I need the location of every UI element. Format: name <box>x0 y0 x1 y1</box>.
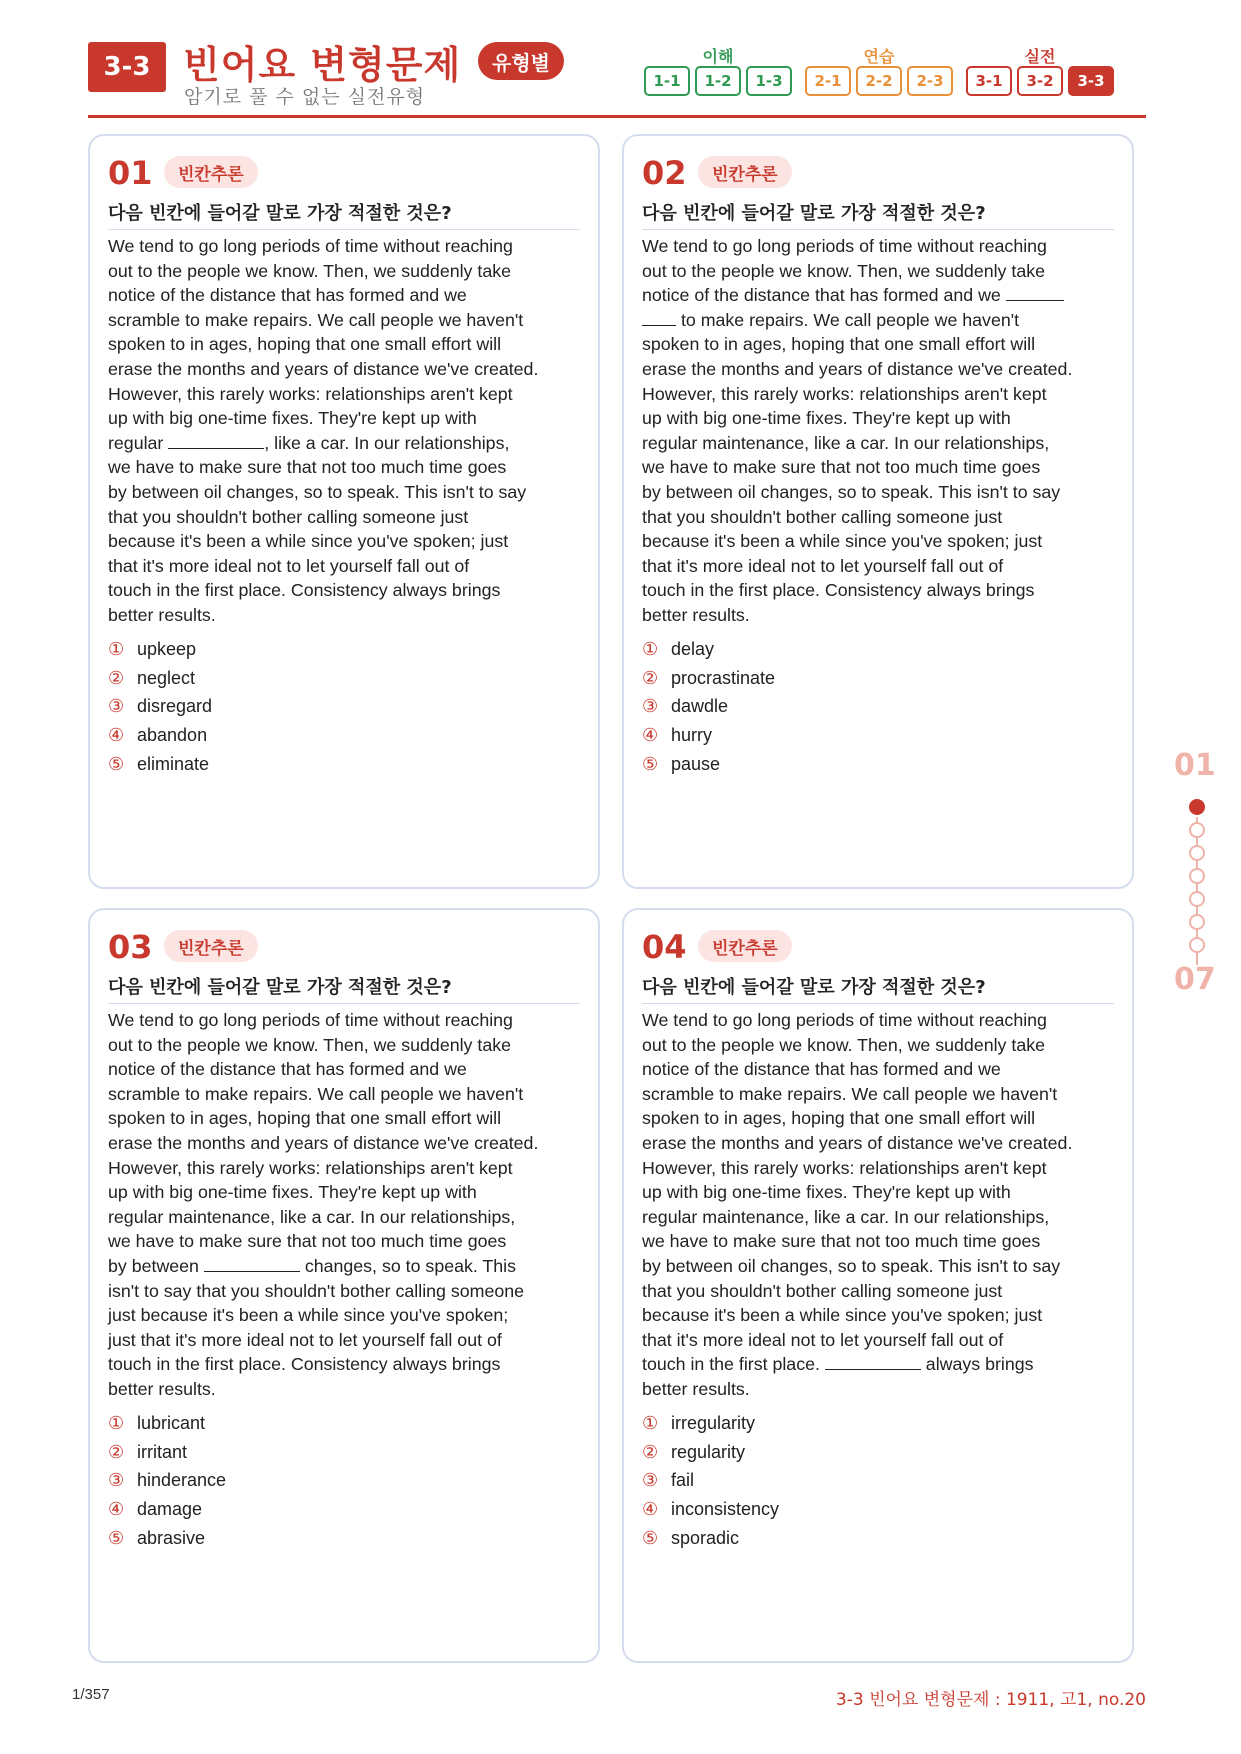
passage-line <box>642 1303 1122 1328</box>
passage-text: because it's been a while since you've spoken; just <box>642 1305 1043 1326</box>
question-stem: 다음 빈칸에 들어갈 말로 가장 적절한 것은? <box>108 203 452 224</box>
answer-option[interactable] <box>642 750 775 779</box>
option-number: ④ <box>108 725 125 747</box>
passage-line <box>108 382 588 407</box>
passage-line <box>642 480 1122 505</box>
stem-divider <box>642 1003 1114 1004</box>
passage-text: to make repairs. We call people we haven't <box>676 309 1020 330</box>
option-number: ③ <box>642 1470 659 1492</box>
passage-text: notice of the distance that has formed and we <box>108 1059 467 1080</box>
stem-divider <box>642 229 1114 230</box>
passage-text: changes, so to speak. This <box>299 1255 517 1276</box>
passage-text: scramble to make repairs. We call people we haven't <box>108 309 524 330</box>
passage-text: that you shouldn't bother calling someone just <box>642 1280 1003 1301</box>
passage-text: regular maintenance, like a car. In our relationships, <box>108 1206 516 1227</box>
passage-text: regular maintenance, like a car. In our relationships, <box>642 1206 1050 1227</box>
stage-group <box>644 44 792 96</box>
passage-line <box>108 455 588 480</box>
option-text: pause <box>671 754 721 775</box>
question-card-02 <box>622 134 1134 889</box>
page-subtitle: 암기로 풀 수 없는 실전유형 <box>184 86 426 108</box>
option-number: ⑤ <box>108 1528 125 1550</box>
passage-line <box>108 357 588 382</box>
passage-text: by between oil changes, so to speak. This isn't to say <box>642 1255 1061 1276</box>
stem-divider <box>108 229 580 230</box>
answer-blank <box>642 308 676 326</box>
question-number: 02 <box>642 154 687 192</box>
answer-option[interactable] <box>108 1495 226 1524</box>
option-text: neglect <box>137 667 196 688</box>
passage-line <box>642 1279 1122 1304</box>
option-text: damage <box>137 1499 203 1520</box>
passage-text: because it's been a while since you've spoken; just <box>108 531 509 552</box>
passage-text: However, this rarely works: relationships aren't kept <box>642 383 1047 404</box>
passage-text: erase the months and years of distance we've created. <box>108 1132 539 1153</box>
passage-line <box>642 505 1122 530</box>
passage-text: We tend to go long periods of time without reaching <box>642 236 1047 256</box>
passage-line <box>108 332 588 357</box>
question-type-tag: 빈칸추론 <box>164 930 258 962</box>
option-text: hurry <box>671 725 713 746</box>
option-number: ① <box>108 1412 125 1434</box>
passage-text: , like a car. In our relationships, <box>264 432 510 453</box>
question-stem: 다음 빈칸에 들어갈 말로 가장 적절한 것은? <box>642 977 986 998</box>
passage-text: out to the people we know. Then, we suddenly take <box>108 260 511 281</box>
passage-line <box>642 1180 1122 1205</box>
answer-option[interactable] <box>642 1438 779 1467</box>
option-text: eliminate <box>137 754 210 775</box>
answer-option[interactable] <box>642 635 775 664</box>
page-number: 1/357 <box>72 1686 110 1703</box>
passage-text: isn't to say that you shouldn't bother calling someone <box>108 1280 525 1301</box>
passage-text: notice of the distance that has formed and we <box>642 285 1006 306</box>
answer-option[interactable] <box>108 693 212 722</box>
passage-line <box>642 1156 1122 1181</box>
answer-options <box>108 1409 226 1553</box>
passage-line <box>642 234 1122 259</box>
passage-text: notice of the distance that has formed and we <box>108 285 467 306</box>
stage-button-1-1[interactable]: 1-1 <box>644 66 690 96</box>
stage-label: 이해 <box>702 47 734 66</box>
question-card-04 <box>622 908 1134 1663</box>
passage-line <box>108 1303 588 1328</box>
answer-blank <box>825 1352 921 1370</box>
option-number: ② <box>108 1441 125 1463</box>
stage-buttons <box>644 66 792 96</box>
passage-line <box>108 554 588 579</box>
answer-option[interactable] <box>108 664 212 693</box>
passage-text: because it's been a while since you've spoken; just <box>642 531 1043 552</box>
answer-option[interactable] <box>642 664 775 693</box>
passage-text: spoken to in ages, hoping that one small effort will <box>108 1108 502 1129</box>
passage-text: However, this rarely works: relationships aren't kept <box>108 383 513 404</box>
stem-divider <box>108 1003 580 1004</box>
passage-text: spoken to in ages, hoping that one small effort will <box>108 334 502 355</box>
answer-blank <box>168 431 264 449</box>
stage-button-2-3[interactable]: 2-3 <box>907 66 953 96</box>
question-number: 01 <box>108 154 153 192</box>
progress-dot[interactable] <box>1189 845 1205 861</box>
progress-dot[interactable] <box>1189 914 1205 930</box>
unit-badge: 3-3 <box>88 42 166 92</box>
passage-line <box>108 1377 588 1402</box>
answer-option[interactable] <box>108 635 212 664</box>
passage-line <box>108 603 588 628</box>
passage-line <box>108 1229 588 1254</box>
option-number: ③ <box>642 696 659 718</box>
answer-option[interactable] <box>108 1524 226 1553</box>
answer-option[interactable] <box>642 1495 779 1524</box>
passage-line <box>642 431 1122 456</box>
passage-text: touch in the first place. <box>642 1354 825 1375</box>
passage-text: We tend to go long periods of time without reaching <box>642 1010 1047 1030</box>
passage-text: spoken to in ages, hoping that one small effort will <box>642 334 1036 355</box>
stage-button-2-2[interactable]: 2-2 <box>856 66 902 96</box>
passage-text: up with big one-time fixes. They're kept up with <box>108 408 477 429</box>
passage-text: erase the months and years of distance we've created. <box>108 358 539 379</box>
option-number: ③ <box>108 1470 125 1492</box>
passage-line <box>642 382 1122 407</box>
passage-text: by between oil changes, so to speak. This isn't to say <box>642 481 1061 502</box>
passage-line <box>642 1377 1122 1402</box>
passage-line <box>108 1033 588 1058</box>
passage-line <box>108 1131 588 1156</box>
passage-line <box>108 1082 588 1107</box>
passage-text: regular maintenance, like a car. In our relationships, <box>642 432 1050 453</box>
passage-text: that it's more ideal not to let yourself fall out of <box>642 555 1004 576</box>
answer-options <box>108 635 212 779</box>
passage-line <box>642 1057 1122 1082</box>
passage-line <box>642 1328 1122 1353</box>
question-stem: 다음 빈칸에 들어갈 말로 가장 적절한 것은? <box>642 203 986 224</box>
option-text: delay <box>671 638 715 659</box>
passage-line <box>642 1205 1122 1230</box>
passage-line <box>642 603 1122 628</box>
passage-line <box>642 1131 1122 1156</box>
passage-text: notice of the distance that has formed and we <box>642 1059 1001 1080</box>
answer-option[interactable] <box>642 721 775 750</box>
passage-line <box>642 332 1122 357</box>
passage-text: better results. <box>108 1378 216 1399</box>
passage-text: out to the people we know. Then, we suddenly take <box>642 1034 1045 1055</box>
option-text: lubricant <box>137 1412 206 1433</box>
stage-button-1-3[interactable]: 1-3 <box>746 66 792 96</box>
passage-text: touch in the first place. Consistency always brings <box>642 580 1035 601</box>
passage-line <box>108 234 588 259</box>
progress-start-label: 01 <box>1174 748 1216 783</box>
passage-text: spoken to in ages, hoping that one small effort will <box>642 1108 1036 1129</box>
passage-line <box>108 1352 588 1377</box>
option-number: ② <box>642 667 659 689</box>
stage-button-2-1[interactable]: 2-1 <box>805 66 851 96</box>
passage-text: touch in the first place. Consistency always brings <box>108 580 501 601</box>
passage-text: by between oil changes, so to speak. This isn't to say <box>108 481 527 502</box>
passage-line <box>108 1057 588 1082</box>
passage-line <box>108 480 588 505</box>
question-type-tag: 빈칸추론 <box>164 156 258 188</box>
stage-label: 실전 <box>1024 47 1056 66</box>
answer-option[interactable] <box>642 693 775 722</box>
passage-line <box>642 455 1122 480</box>
stage-buttons <box>966 66 1114 96</box>
stage-button-3-1[interactable]: 3-1 <box>966 66 1012 96</box>
passage-text: erase the months and years of distance we've created. <box>642 358 1073 379</box>
passage-text: erase the months and years of distance we've created. <box>642 1132 1073 1153</box>
passage-text: better results. <box>108 604 216 625</box>
passage-line <box>642 406 1122 431</box>
answer-option[interactable] <box>108 750 212 779</box>
progress-dot[interactable] <box>1189 822 1205 838</box>
passage-line <box>642 1008 1122 1033</box>
passage-text: out to the people we know. Then, we suddenly take <box>108 1034 511 1055</box>
passage-line <box>642 1229 1122 1254</box>
option-number: ③ <box>108 696 125 718</box>
question-type-tag: 빈칸추론 <box>698 156 792 188</box>
option-text: hinderance <box>137 1470 227 1491</box>
passage-line <box>108 259 588 284</box>
passage-line <box>108 308 588 333</box>
passage-text: we have to make sure that not too much time goes <box>108 457 507 478</box>
passage-text: that you shouldn't bother calling someone just <box>642 506 1003 527</box>
passage-line <box>108 1328 588 1353</box>
passage-line <box>108 283 588 308</box>
option-number: ④ <box>642 1499 659 1521</box>
stage-button-3-2[interactable]: 3-2 <box>1017 66 1063 96</box>
passage-text: scramble to make repairs. We call people we haven't <box>642 1083 1058 1104</box>
question-number: 04 <box>642 928 687 966</box>
passage-text: up with big one-time fixes. They're kept up with <box>642 408 1011 429</box>
answer-option[interactable] <box>108 1467 226 1496</box>
answer-blank <box>204 1254 300 1272</box>
passage <box>108 1008 588 1402</box>
passage <box>642 234 1122 628</box>
passage-line <box>108 578 588 603</box>
answer-blank <box>1006 283 1064 301</box>
stage-group <box>805 44 953 96</box>
passage-line <box>642 308 1122 333</box>
passage-line <box>108 505 588 530</box>
answer-options <box>642 1409 779 1553</box>
answer-option[interactable] <box>642 1409 779 1438</box>
option-number: ⑤ <box>108 754 125 776</box>
stage-button-3-3[interactable]: 3-3 <box>1068 66 1114 96</box>
option-text: inconsistency <box>671 1499 780 1520</box>
page-title: 빈어요 변형문제 <box>183 43 462 87</box>
passage <box>642 1008 1122 1402</box>
question-type-tag: 빈칸추론 <box>698 930 792 962</box>
option-text: disregard <box>137 696 213 717</box>
stage-label: 연습 <box>863 47 895 66</box>
passage-text: regular <box>108 432 169 453</box>
progress-dot[interactable] <box>1189 937 1205 953</box>
passage-line <box>642 1106 1122 1131</box>
passage-line <box>642 1352 1122 1377</box>
passage <box>108 234 588 628</box>
passage-text: touch in the first place. Consistency always brings <box>108 1354 501 1375</box>
passage-text: just because it's been a while since you've spoken; <box>108 1305 509 1326</box>
passage-line <box>108 529 588 554</box>
passage-text: by between <box>108 1255 204 1276</box>
passage-line <box>642 357 1122 382</box>
question-card-01 <box>88 134 600 889</box>
passage-line <box>108 406 588 431</box>
progress-dot-current[interactable] <box>1189 799 1205 815</box>
stage-button-1-2[interactable]: 1-2 <box>695 66 741 96</box>
option-number: ④ <box>108 1499 125 1521</box>
passage-line <box>108 431 588 456</box>
passage-line <box>642 578 1122 603</box>
answer-option[interactable] <box>642 1524 779 1553</box>
stage-buttons <box>805 66 953 96</box>
passage-text: that you shouldn't bother calling someone just <box>108 506 469 527</box>
passage-text: up with big one-time fixes. They're kept up with <box>642 1182 1011 1203</box>
passage-text: better results. <box>642 604 750 625</box>
progress-end-label: 07 <box>1174 962 1216 997</box>
answer-option[interactable] <box>108 1409 226 1438</box>
passage-text: However, this rarely works: relationships aren't kept <box>642 1157 1047 1178</box>
option-number: ① <box>642 638 659 660</box>
passage-text: scramble to make repairs. We call people we haven't <box>108 1083 524 1104</box>
passage-text: We tend to go long periods of time without reaching <box>108 236 513 256</box>
option-text: dawdle <box>671 696 729 717</box>
option-text: irregularity <box>671 1412 756 1433</box>
passage-text: just that it's more ideal not to let yourself fall out of <box>108 1329 502 1350</box>
option-number: ① <box>108 638 125 660</box>
passage-text: that it's more ideal not to let yourself fall out of <box>642 1329 1004 1350</box>
passage-text: out to the people we know. Then, we suddenly take <box>642 260 1045 281</box>
passage-line <box>108 1180 588 1205</box>
passage-text: we have to make sure that not too much time goes <box>642 1231 1041 1252</box>
answer-option[interactable] <box>108 1438 226 1467</box>
passage-line <box>642 529 1122 554</box>
passage-text: up with big one-time fixes. They're kept up with <box>108 1182 477 1203</box>
passage-text: We tend to go long periods of time without reaching <box>108 1010 513 1030</box>
question-stem: 다음 빈칸에 들어갈 말로 가장 적절한 것은? <box>108 977 452 998</box>
progress-dot[interactable] <box>1189 868 1205 884</box>
option-number: ② <box>108 667 125 689</box>
option-number: ④ <box>642 725 659 747</box>
passage-line <box>108 1279 588 1304</box>
passage-text: always brings <box>920 1354 1034 1375</box>
type-pill: 유형별 <box>478 42 564 80</box>
header-divider <box>88 115 1146 118</box>
answer-options <box>642 635 775 779</box>
passage-text: that it's more ideal not to let yourself fall out of <box>108 555 470 576</box>
question-card-03 <box>88 908 600 1663</box>
answer-option[interactable] <box>108 721 212 750</box>
option-number: ⑤ <box>642 754 659 776</box>
option-text: irritant <box>137 1441 188 1462</box>
option-text: procrastinate <box>671 667 776 688</box>
passage-line <box>642 1033 1122 1058</box>
passage-text: we have to make sure that not too much time goes <box>108 1231 507 1252</box>
option-text: abrasive <box>137 1528 206 1549</box>
passage-line <box>108 1106 588 1131</box>
passage-line <box>108 1205 588 1230</box>
option-number: ⑤ <box>642 1528 659 1550</box>
question-number: 03 <box>108 928 153 966</box>
option-text: upkeep <box>137 638 197 659</box>
passage-line <box>108 1254 588 1279</box>
passage-text: we have to make sure that not too much time goes <box>642 457 1041 478</box>
answer-option[interactable] <box>642 1467 779 1496</box>
passage-line <box>108 1156 588 1181</box>
passage-line <box>108 1008 588 1033</box>
source-reference: 3-3 빈어요 변형문제 : 1911, 고1, no.20 <box>835 1690 1146 1710</box>
passage-line <box>642 259 1122 284</box>
stage-group <box>966 44 1114 96</box>
passage-text: better results. <box>642 1378 750 1399</box>
option-text: abandon <box>137 725 208 746</box>
passage-line <box>642 1254 1122 1279</box>
option-text: regularity <box>671 1441 746 1462</box>
option-number: ② <box>642 1441 659 1463</box>
progress-dot[interactable] <box>1189 891 1205 907</box>
passage-text: However, this rarely works: relationships aren't kept <box>108 1157 513 1178</box>
option-number: ① <box>642 1412 659 1434</box>
passage-line <box>642 554 1122 579</box>
option-text: fail <box>671 1470 695 1491</box>
option-text: sporadic <box>671 1528 740 1549</box>
passage-line <box>642 283 1122 308</box>
passage-line <box>642 1082 1122 1107</box>
